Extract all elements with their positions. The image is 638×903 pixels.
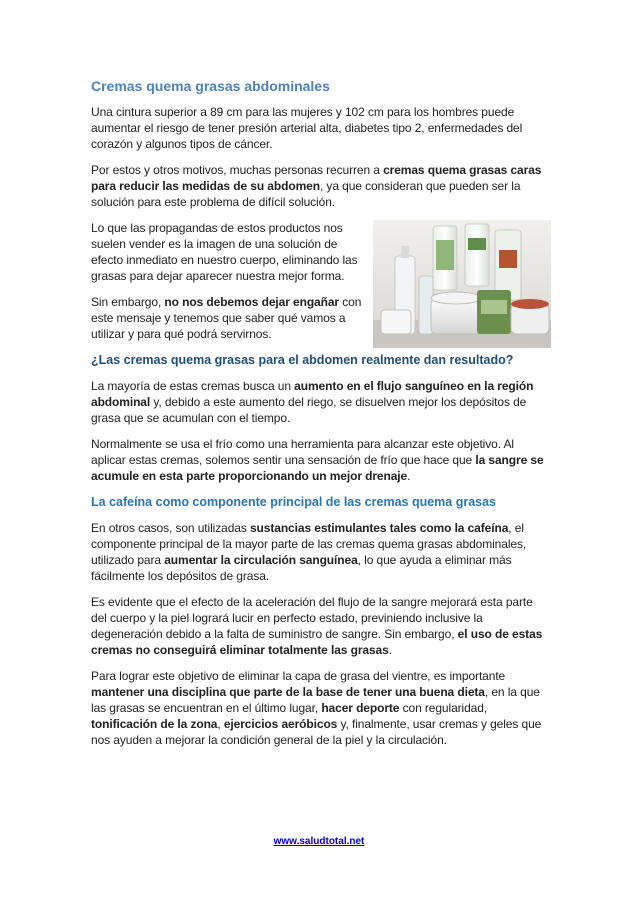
paragraph-blood-flow xyxy=(91,378,551,426)
text: y, finalmente, usar cremas y geles que nos ayuden a mejorar la condición general de la piel y la circulación. xyxy=(91,717,542,747)
text: La mayoría de estas cremas busca un xyxy=(91,379,295,393)
paragraph-intro: Una cintura superior a 89 cm para las mujeres y 102 cm para los hombres puede aumentar el riesgo de tener presión arterial alta, diabetes tipo 2, enfermedades del corazón y algunos tipos de cáncer. xyxy=(91,105,523,151)
text: con regularidad, xyxy=(399,701,488,715)
cream-products-image xyxy=(373,220,551,348)
paragraph-caffeine xyxy=(91,520,551,584)
footer-link[interactable]: www.saludtotal.net xyxy=(273,836,365,847)
section-heading-caffeine: La cafeína como componente principal de las cremas quema grasas xyxy=(91,495,497,509)
bold-text: aumento en el flujo sanguíneo en la región abdominal xyxy=(91,379,534,409)
bold-text: cremas quema grasas caras para reducir las medidas de su abdomen xyxy=(91,163,542,193)
text: Sin embargo, xyxy=(91,295,165,309)
text: Por estos y otros motivos, muchas personas recurren a xyxy=(91,163,384,177)
text: , en la que las grasas se encuentran en el último lugar, xyxy=(91,685,540,715)
paragraph-discipline xyxy=(91,668,551,748)
text: , lo que ayuda a eliminar más fácilmente los depósitos de grasa. xyxy=(91,553,512,583)
text: y, debido a este aumento del riego, se disuelven mejor los depósitos de grasa que se acumulan con el tiempo. xyxy=(91,395,527,425)
text: En otros casos, son utilizadas xyxy=(91,521,250,535)
text: Para lograr este objetivo de eliminar la capa de grasa del vientre, es importante xyxy=(91,669,506,683)
bold-text: el uso de estas cremas no conseguirá eliminar totalmente las grasas xyxy=(91,627,543,657)
bold-text: ejercicios aeróbicos xyxy=(223,717,338,731)
bold-text: hacer deporte xyxy=(321,701,400,715)
document-body xyxy=(91,78,551,758)
text: . xyxy=(407,469,411,483)
section-heading-results: ¿Las cremas quema grasas para el abdomen realmente dan resultado? xyxy=(91,353,514,367)
paragraph-cold xyxy=(91,436,551,484)
bold-text: no nos debemos dejar engañar xyxy=(164,295,339,309)
bold-text: sustancias estimulantes tales como la cafeína xyxy=(249,521,509,535)
paragraph-evident xyxy=(91,594,551,658)
bold-text: aumentar la circulación sanguínea xyxy=(164,553,358,567)
paragraph-propaganda: Lo que las propagandas de estos productos nos suelen vender es la imagen de una solución de efecto inmediato en nuestro cuerpo, eliminando las grasas para dejar aparecer nuestra mejor forma. xyxy=(91,221,358,283)
text: , xyxy=(217,717,224,731)
bold-text: mantener una disciplina que parte de la base de tener una buena dieta xyxy=(91,685,485,699)
text: , el componente principal de la mayor parte de las cremas quema grasas abdominales, utilizado para xyxy=(91,521,527,567)
text: . xyxy=(388,643,392,657)
text: Es evidente que el efecto de la aceleración del flujo de la sangre mejorará esta parte del cuerpo y la piel logrará lucir en perfecto estado, previniendo inclusive la degeneración debido a la falta de suministro de sangre. Sin embargo, xyxy=(91,595,533,641)
bold-text: la sangre se acumule en esta parte proporcionando un mejor drenaje xyxy=(91,453,544,483)
page-title: Cremas quema grasas abdominales xyxy=(91,78,330,94)
text: , ya que consideran que pueden ser la solución para este problema de difícil solución. xyxy=(91,179,521,209)
text: Normalmente se usa el frío como una herramienta para alcanzar este objetivo. Al aplicar estas cremas, solemos sentir una sensación de frío que hace que xyxy=(91,437,514,467)
text: con este mensaje y tenemos que saber qué vamos a utilizar y para qué podrá servirnos. xyxy=(91,295,362,341)
bold-text: tonificación de la zona xyxy=(91,717,218,731)
paragraph-motives xyxy=(91,162,551,210)
